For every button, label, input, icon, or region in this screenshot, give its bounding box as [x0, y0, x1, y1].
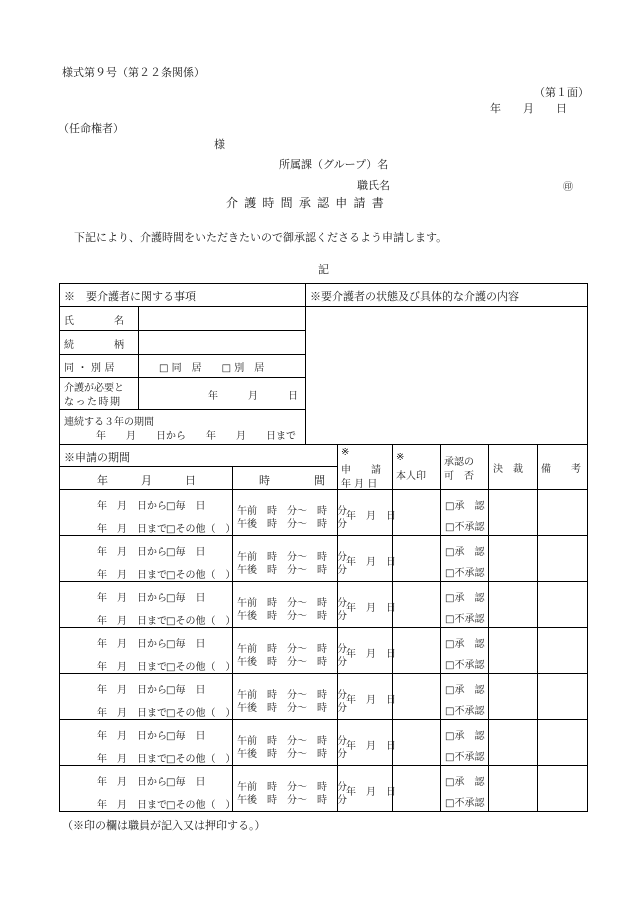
- row-reject: □不承認: [445, 660, 485, 671]
- row-am: 午前 時 分～ 時 分: [237, 644, 347, 655]
- position-name-label: 職氏名: [357, 179, 390, 192]
- honorific: 様: [214, 138, 225, 151]
- row-until: 年 月 日まで: [97, 616, 167, 627]
- row-from: 年 月 日から: [97, 593, 167, 604]
- row-pm: 午後 時 分～ 時 分: [237, 657, 347, 668]
- apply-mark: ※: [341, 447, 350, 458]
- row-approve: □承 認: [445, 685, 485, 696]
- row-until: 年 月 日まで: [97, 800, 167, 811]
- row-from: 年 月 日から: [97, 731, 167, 742]
- row-daily: □毎 日: [166, 547, 206, 558]
- row-reject: □不承認: [445, 752, 485, 763]
- row-other: □その他（ ）: [166, 754, 236, 765]
- seal-col-header: 本人印: [396, 471, 426, 482]
- period-value: 年 月 日から 年 月 日まで: [96, 431, 296, 442]
- page-label: （第１面）: [534, 86, 589, 99]
- row-am: 午前 時 分～ 時 分: [237, 736, 347, 747]
- row-pm: 午後 時 分～ 時 分: [237, 565, 347, 576]
- row-daily: □毎 日: [166, 639, 206, 650]
- row-from: 年 月 日から: [97, 547, 167, 558]
- cohabit-label: 同・別居: [64, 363, 118, 374]
- row-from: 年 月 日から: [97, 501, 167, 512]
- row-approve: □承 認: [445, 547, 485, 558]
- row-pm: 午後 時 分～ 時 分: [237, 703, 347, 714]
- footnote: （※印の欄は職員が記入又は押印する。）: [62, 819, 266, 832]
- row-other: □その他（ ）: [166, 708, 236, 719]
- row-approve: □承 認: [445, 777, 485, 788]
- row-other: □その他（ ）: [166, 616, 236, 627]
- row-reject: □不承認: [445, 706, 485, 717]
- row-daily: □毎 日: [166, 593, 206, 604]
- row-daily: □毎 日: [166, 501, 206, 512]
- row-am: 午前 時 分～ 時 分: [237, 782, 347, 793]
- apply-header-1: 申 請: [341, 465, 381, 476]
- care-recipient-header: ※ 要介護者に関する事項: [64, 290, 196, 303]
- seal-mark: ㊞: [563, 182, 573, 193]
- row-apply-date: 年 月 日: [346, 741, 396, 752]
- row-approve: □承 認: [445, 639, 485, 650]
- decision-header: 決 裁: [493, 464, 523, 475]
- row-other: □その他（ ）: [166, 524, 236, 535]
- row-daily: □毎 日: [166, 777, 206, 788]
- row-from: 年 月 日から: [97, 685, 167, 696]
- time-column-header: 時 間: [259, 474, 325, 487]
- row-other: □その他（ ）: [166, 662, 236, 673]
- form-number: 様式第９号（第２２条関係）: [62, 66, 205, 79]
- care-needed-label-2: なった時期: [64, 397, 122, 408]
- row-other: □その他（ ）: [166, 800, 236, 811]
- row-apply-date: 年 月 日: [346, 695, 396, 706]
- cohabit-options: □ 同 居 □ 別 居: [159, 363, 265, 374]
- apply-header-2: 年 月 日: [341, 479, 378, 490]
- row-approve: □承 認: [445, 731, 485, 742]
- row-pm: 午後 時 分～ 時 分: [237, 795, 347, 806]
- row-until: 年 月 日まで: [97, 524, 167, 535]
- row-apply-date: 年 月 日: [346, 603, 396, 614]
- row-reject: □不承認: [445, 798, 485, 809]
- row-until: 年 月 日まで: [97, 662, 167, 673]
- row-daily: □毎 日: [166, 731, 206, 742]
- row-am: 午前 時 分～ 時 分: [237, 598, 347, 609]
- row-reject: □不承認: [445, 614, 485, 625]
- row-daily: □毎 日: [166, 685, 206, 696]
- row-pm: 午後 時 分～ 時 分: [237, 611, 347, 622]
- approval-header-2: 可 否: [444, 471, 474, 482]
- care-needed-date: 年 月 日: [208, 391, 298, 402]
- row-pm: 午後 時 分～ 時 分: [237, 519, 347, 530]
- date-line: 年 月 日: [490, 102, 567, 115]
- care-needed-label-1: 介護が必要と: [64, 383, 124, 394]
- request-statement: 下記により、介護時間をいただきたいので御承認くださるよう申請します。: [74, 231, 448, 244]
- row-from: 年 月 日から: [97, 777, 167, 788]
- seal-col-mark: ※: [396, 452, 405, 463]
- row-am: 午前 時 分～ 時 分: [237, 552, 347, 563]
- row-approve: □承 認: [445, 593, 485, 604]
- row-reject: □不承認: [445, 522, 485, 533]
- approval-header-1: 承認の: [444, 457, 474, 468]
- relation-label: 続 柄: [64, 340, 124, 351]
- row-apply-date: 年 月 日: [346, 649, 396, 660]
- row-until: 年 月 日まで: [97, 708, 167, 719]
- row-am: 午前 時 分～ 時 分: [237, 690, 347, 701]
- appointer-label: （任命権者）: [58, 122, 124, 135]
- row-am: 午前 時 分～ 時 分: [237, 506, 347, 517]
- row-apply-date: 年 月 日: [346, 787, 396, 798]
- row-other: □その他（ ）: [166, 570, 236, 581]
- row-pm: 午後 時 分～ 時 分: [237, 749, 347, 760]
- department-label: 所属課（グループ）名: [279, 158, 389, 171]
- care-details-header: ※要介護者の状態及び具体的な介護の内容: [310, 290, 519, 303]
- period-label: 連続する３年の期間: [64, 417, 154, 428]
- row-apply-date: 年 月 日: [346, 557, 396, 568]
- date-column-header: 年 月 日: [97, 474, 196, 487]
- application-period-header: ※申請の期間: [64, 451, 130, 464]
- name-label: 氏 名: [64, 316, 124, 327]
- row-until: 年 月 日まで: [97, 570, 167, 581]
- row-approve: □承 認: [445, 501, 485, 512]
- remarks-header: 備 考: [541, 464, 581, 475]
- row-apply-date: 年 月 日: [346, 511, 396, 522]
- document-title: 介 護 時 間 承 認 申 請 書: [226, 196, 385, 210]
- row-reject: □不承認: [445, 568, 485, 579]
- ki-heading: 記: [318, 263, 329, 276]
- row-until: 年 月 日まで: [97, 754, 167, 765]
- row-from: 年 月 日から: [97, 639, 167, 650]
